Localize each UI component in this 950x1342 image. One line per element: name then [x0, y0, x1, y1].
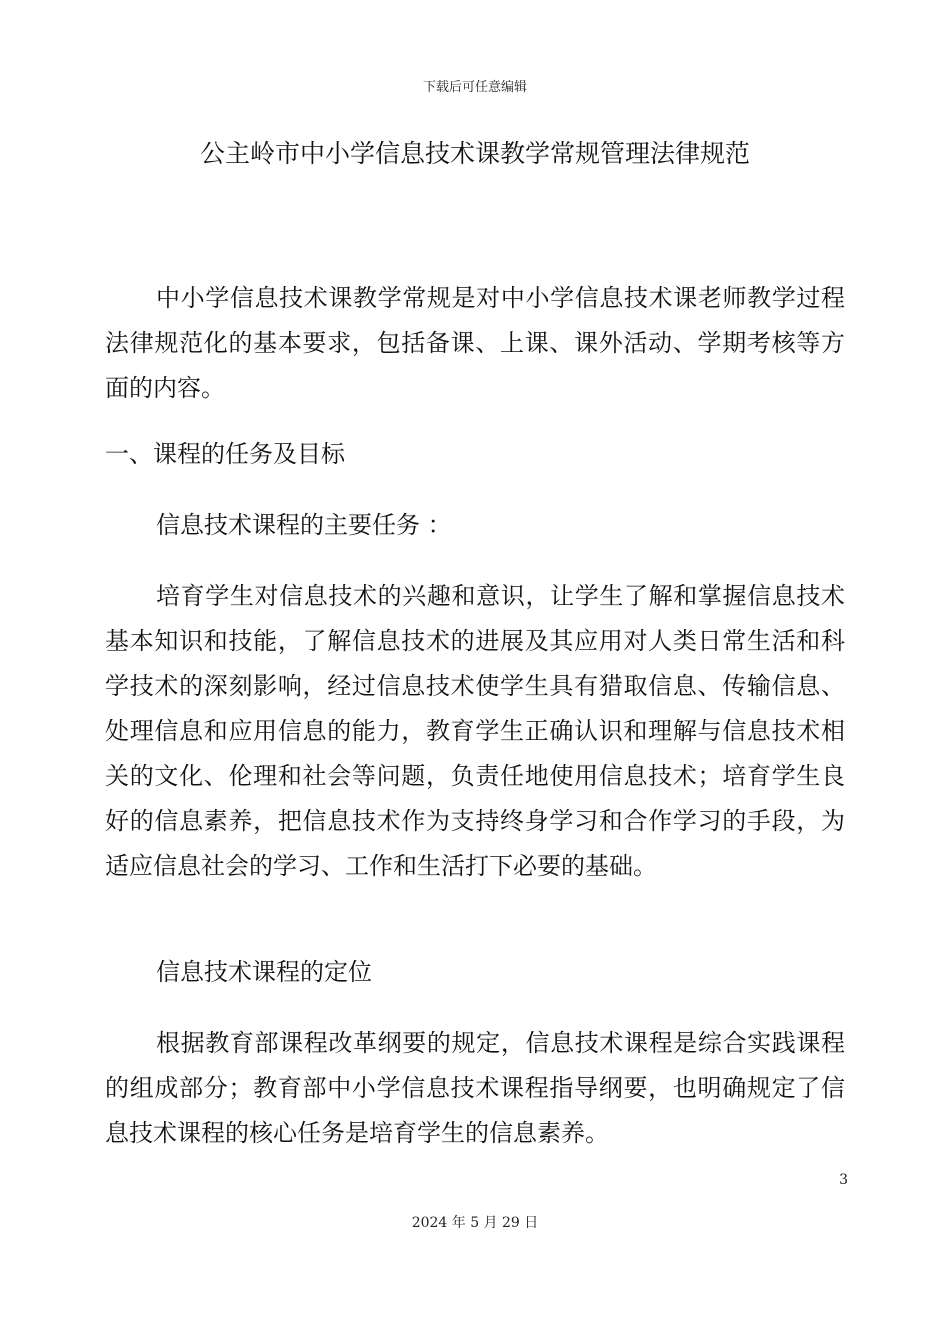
- document-title: 公主岭市中小学信息技术课教学常规管理法律规范: [199, 139, 750, 168]
- section-heading: 一、课程的任务及目标: [105, 440, 345, 468]
- tasks-paragraph: 培育学生对信息技术的兴趣和意识，让学生了解和掌握信息技术基本知识和技能，了解信息技术的进展及其应用对人类日常生活和科学技术的深刻影响，经过信息技术使学生具有猎取信息、传输信息、处理信息和应用信息的能力，教育学生正确认识和理解与信息技术相关的文化、伦理和社会等问题，负责任地使用信息技术；培育学生良好的信息素养，把信息技术作为支持终身学习和合作学习的手段，为适应信息社会的学习、工作和生活打下必要的基础。: [105, 582, 845, 880]
- page-number: 3: [839, 1172, 848, 1188]
- footer-date: 2024 年 5 月 29 日: [411, 1215, 539, 1231]
- position-paragraph: 根据教育部课程改革纲要的规定，信息技术课程是综合实践课程的组成部分；教育部中小学信息技术课程指导纲要，也明确规定了信息技术课程的核心任务是培育学生的信息素养。: [105, 1029, 845, 1147]
- subheading-course-position: 信息技术课程的定位: [156, 958, 372, 986]
- intro-paragraph: 中小学信息技术课教学常规是对中小学信息技术课老师教学过程法律规范化的基本要求，包括备课、上课、课外活动、学期考核等方面的内容。: [105, 284, 845, 402]
- subheading-main-tasks: 信息技术课程的主要任务 ：: [156, 511, 452, 539]
- header-note: 下载后可任意编辑: [422, 80, 527, 95]
